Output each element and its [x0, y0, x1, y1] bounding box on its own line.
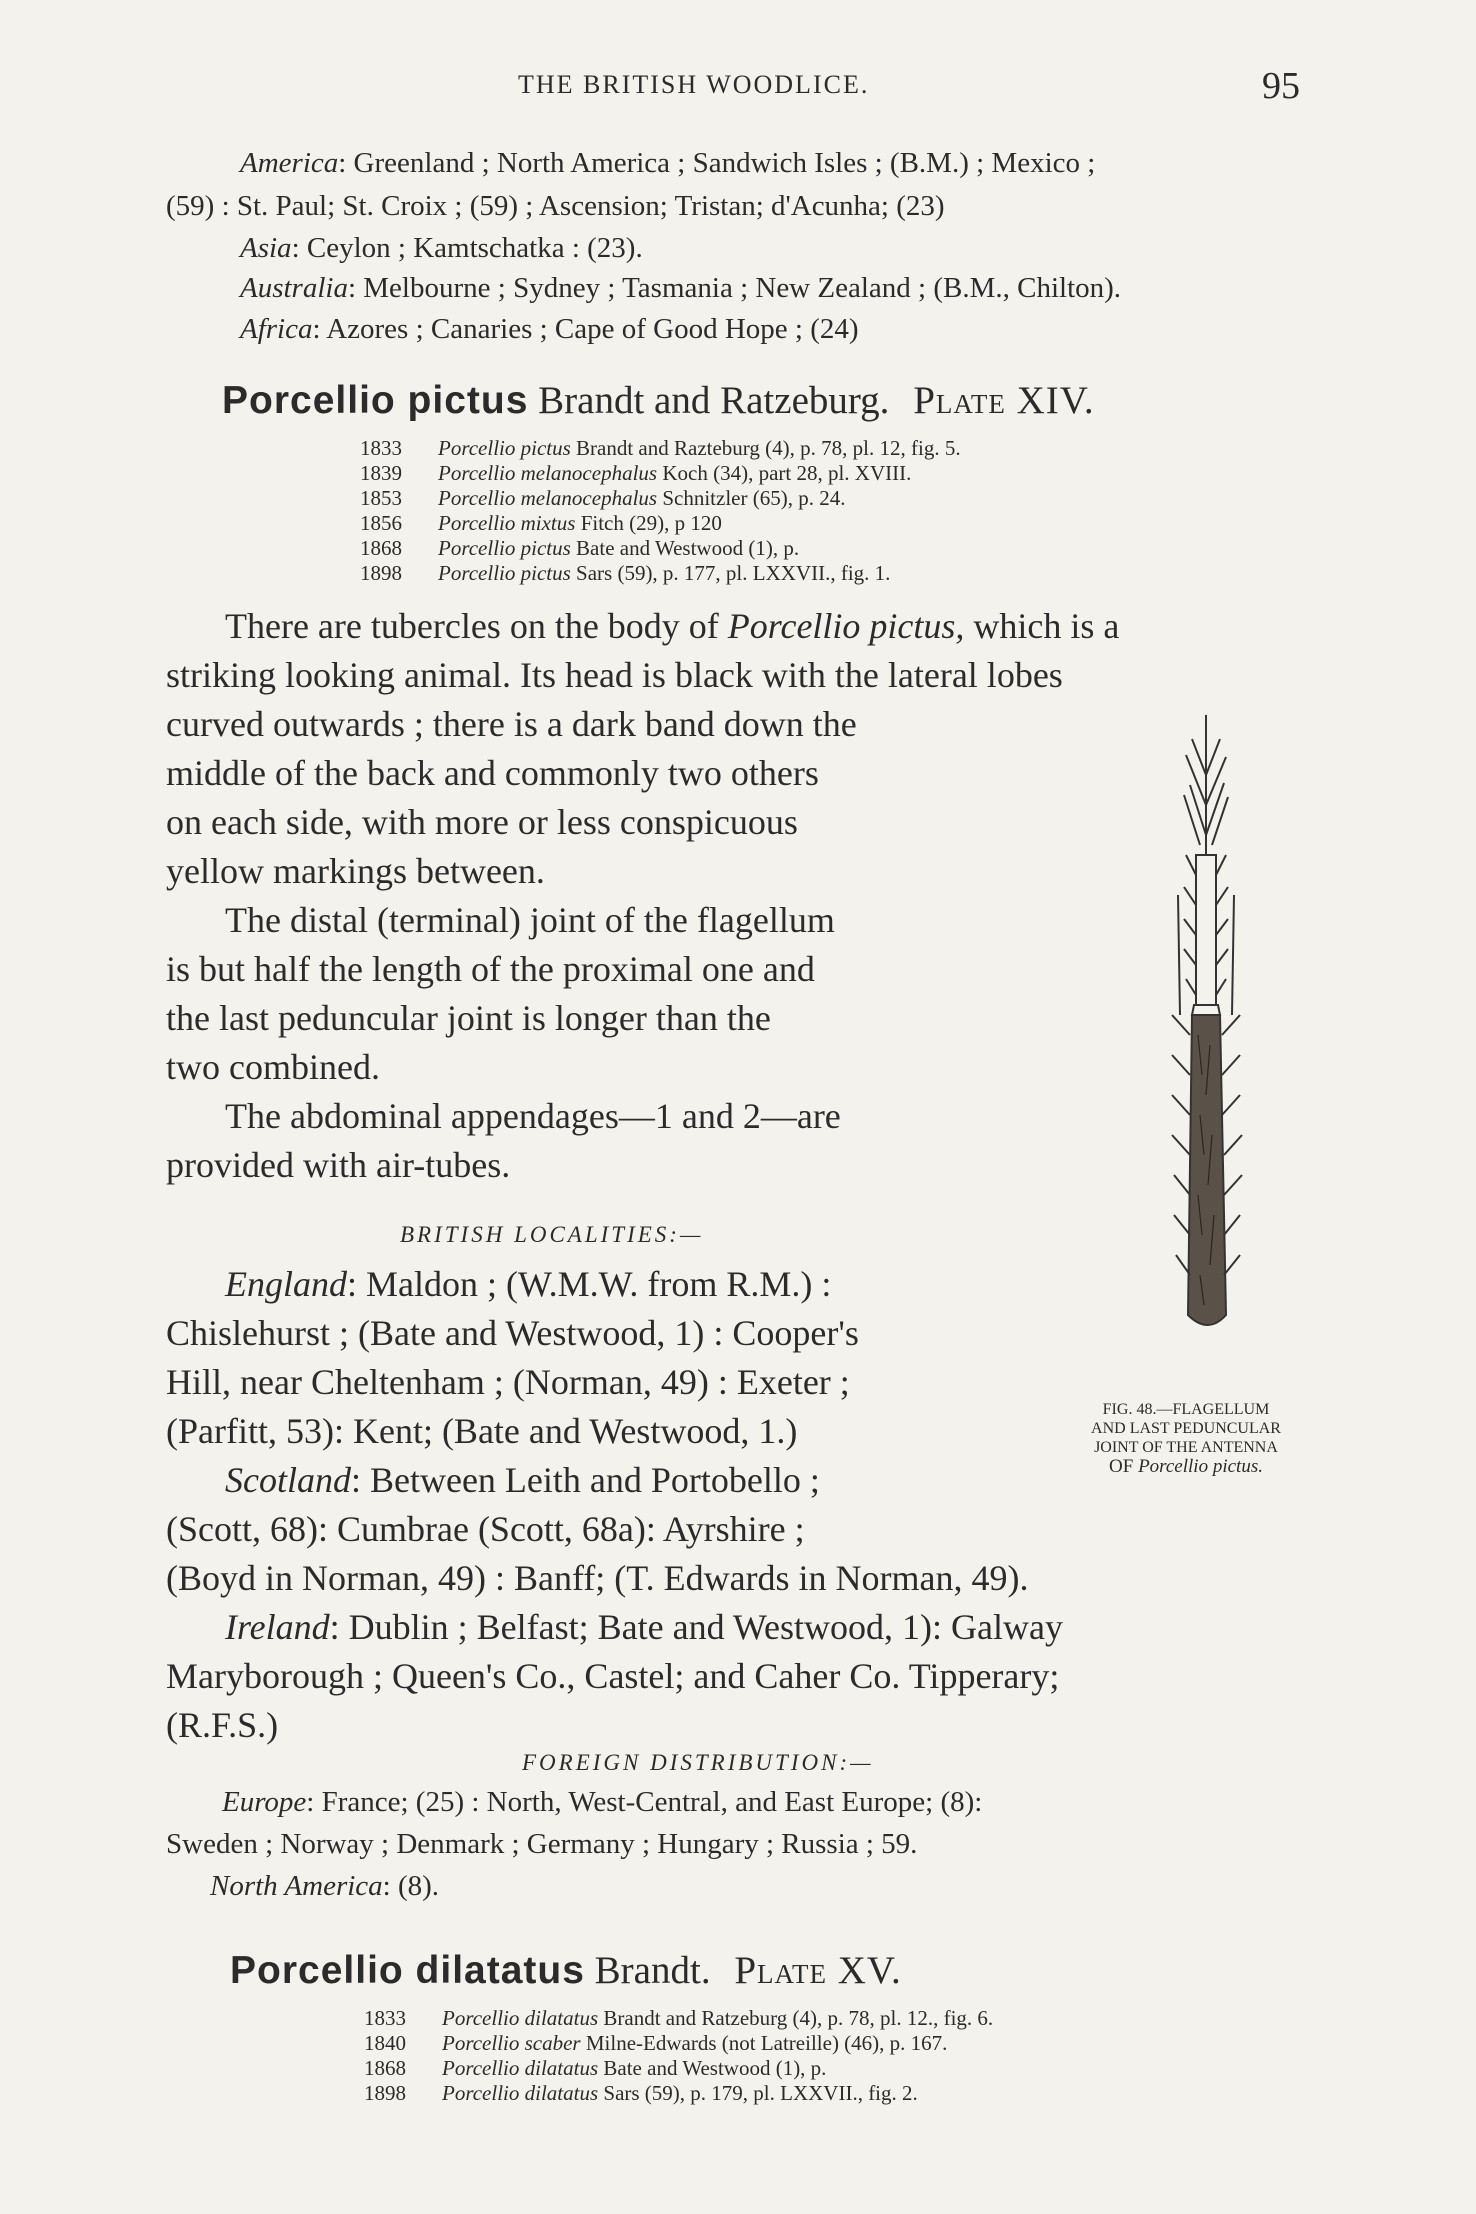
synonymy-name: Porcellio pictus: [438, 561, 571, 585]
species-author: Brandt.: [594, 1949, 711, 1992]
british-localities-label: BRITISH LOCALITIES:—: [400, 1222, 704, 1247]
locality-ireland: Ireland: Dublin ; Belfast; Bate and Westwood, 1): Galway: [225, 1607, 1063, 1647]
page-number: 95: [1262, 65, 1300, 107]
synonymy-list-pictus: [360, 436, 961, 586]
synonymy-year: 1833: [364, 2006, 406, 2030]
synonymy-year: 1898: [364, 2081, 406, 2105]
distribution-australia: Australia: Melbourne ; Sydney ; Tasmania ; New Zealand ; (B.M., Chilton).: [240, 272, 1122, 304]
figure-caption: FIG. 48.—FLAGELLUM AND LAST PEDUNCULAR JOINT OF THE ANTENNA OF Porcellio pictus.: [1091, 1401, 1281, 1477]
synonymy-entry: [364, 2081, 993, 2106]
foreign-europe: Europe: France; (25) : North, West-Central, and East Europe; (8):: [222, 1786, 983, 1818]
synonymy-reference: Sars (59), p. 179, pl. LXXVII., fig. 2.: [603, 2081, 918, 2105]
description-line: There are tubercles on the body of Porcellio pictus, which is a: [225, 606, 1120, 646]
locality-line: (R.F.S.): [166, 1705, 279, 1745]
foreign-north-america: North America: (8).: [210, 1870, 440, 1902]
synonymy-year: 1839: [360, 461, 402, 485]
description-line: the last peduncular joint is longer than the: [166, 998, 771, 1038]
description-line: is but half the length of the proximal one and: [166, 949, 815, 989]
distribution-africa: Africa: Azores ; Canaries ; Cape of Good Hope ; (24): [240, 313, 859, 345]
synonymy-name: Porcellio dilatatus: [442, 2081, 599, 2105]
synonymy-entry: [364, 2006, 993, 2031]
synonymy-reference: Bate and Westwood (1), p.: [603, 2056, 827, 2080]
synonymy-name: Porcellio melanocephalus: [438, 486, 658, 510]
synonymy-reference: Brandt and Ratzeburg (4), p. 78, pl. 12., fig. 6.: [603, 2006, 994, 2030]
distribution-america: America: Greenland ; North America ; Sandwich Isles ; (B.M.) ; Mexico ;: [240, 147, 1096, 179]
synonymy-reference: Koch (34), part 28, pl. XVIII.: [662, 461, 912, 485]
locality-england: England: Maldon ; (W.M.W. from R.M.) :: [225, 1264, 832, 1304]
synonymy-name: Porcellio dilatatus: [442, 2006, 599, 2030]
distribution-asia: Asia: Ceylon ; Kamtschatka : (23).: [240, 232, 643, 264]
synonymy-name: Porcellio pictus: [438, 536, 571, 560]
synonymy-reference: Milne-Edwards (not Latreille) (46), p. 167.: [585, 2031, 948, 2055]
species-name: Porcellio pictus: [222, 379, 529, 422]
locality-line: (Parfitt, 53): Kent; (Bate and Westwood, 1.): [166, 1411, 798, 1451]
locality-line: Chislehurst ; (Bate and Westwood, 1) : Cooper's: [166, 1313, 859, 1353]
description-line: provided with air-tubes.: [166, 1145, 511, 1185]
synonymy-reference: Brandt and Razteburg (4), p. 78, pl. 12, fig. 5.: [576, 436, 961, 460]
description-line: on each side, with more or less conspicuous: [166, 802, 798, 842]
synonymy-year: 1840: [364, 2031, 406, 2055]
synonymy-year: 1898: [360, 561, 402, 585]
species-heading-dilatatus: [230, 1948, 902, 1993]
synonymy-list-dilatatus: [364, 2006, 993, 2106]
synonymy-entry: [360, 536, 961, 561]
synonymy-reference: Bate and Westwood (1), p.: [576, 536, 800, 560]
synonymy-entry: [360, 511, 961, 536]
foreign-line: Sweden ; Norway ; Denmark ; Germany ; Hungary ; Russia ; 59.: [166, 1828, 918, 1860]
synonymy-entry: [360, 436, 961, 461]
description-line: striking looking animal. Its head is black with the lateral lobes: [166, 655, 1063, 695]
synonymy-year: 1856: [360, 511, 402, 535]
synonymy-name: Porcellio melanocephalus: [438, 461, 658, 485]
synonymy-name: Porcellio dilatatus: [442, 2056, 599, 2080]
description-line: The abdominal appendages—1 and 2—are: [225, 1096, 841, 1136]
synonymy-name: Porcellio scaber: [442, 2031, 581, 2055]
synonymy-reference: Schnitzler (65), p. 24.: [662, 486, 846, 510]
locality-line: (Scott, 68): Cumbrae (Scott, 68a): Ayrshire ;: [166, 1509, 805, 1549]
description-line: curved outwards ; there is a dark band down the: [166, 704, 857, 744]
species-author: Brandt and Ratzeburg.: [538, 379, 890, 422]
description-line: yellow markings between.: [166, 851, 545, 891]
synonymy-reference: Sars (59), p. 177, pl. LXXVII., fig. 1.: [576, 561, 891, 585]
synonymy-year: 1868: [364, 2056, 406, 2080]
synonymy-name: Porcellio mixtus: [438, 511, 576, 535]
antenna-illustration: [1140, 715, 1270, 1355]
locality-line: (Boyd in Norman, 49) : Banff; (T. Edwards in Norman, 49).: [166, 1558, 1029, 1598]
description-line: The distal (terminal) joint of the flagellum: [225, 900, 835, 940]
plate-reference: Plate XIV.: [913, 379, 1095, 422]
synonymy-entry: [360, 561, 961, 586]
synonymy-entry: [364, 2056, 993, 2081]
synonymy-entry: [360, 486, 961, 511]
description-line: two combined.: [166, 1047, 380, 1087]
description-line: middle of the back and commonly two others: [166, 753, 819, 793]
synonymy-name: Porcellio pictus: [438, 436, 571, 460]
synonymy-year: 1833: [360, 436, 402, 460]
synonymy-year: 1868: [360, 536, 402, 560]
running-title: THE BRITISH WOODLICE.: [518, 70, 870, 99]
locality-line: Hill, near Cheltenham ; (Norman, 49) : Exeter ;: [166, 1362, 850, 1402]
foreign-distribution-label: FOREIGN DISTRIBUTION:—: [522, 1750, 874, 1775]
locality-scotland: Scotland: Between Leith and Portobello ;: [225, 1460, 820, 1500]
synonymy-reference: Fitch (29), p 120: [580, 511, 722, 535]
locality-line: Maryborough ; Queen's Co., Castel; and Caher Co. Tipperary;: [166, 1656, 1060, 1696]
distribution-america-cont: (59) : St. Paul; St. Croix ; (59) ; Ascension; Tristan; d'Acunha; (23): [166, 190, 945, 222]
synonymy-entry: [360, 461, 961, 486]
synonymy-year: 1853: [360, 486, 402, 510]
plate-reference: Plate XV.: [734, 1949, 902, 1992]
species-name: Porcellio dilatatus: [230, 1949, 585, 1992]
species-heading-pictus: [222, 378, 1095, 423]
synonymy-entry: [364, 2031, 993, 2056]
